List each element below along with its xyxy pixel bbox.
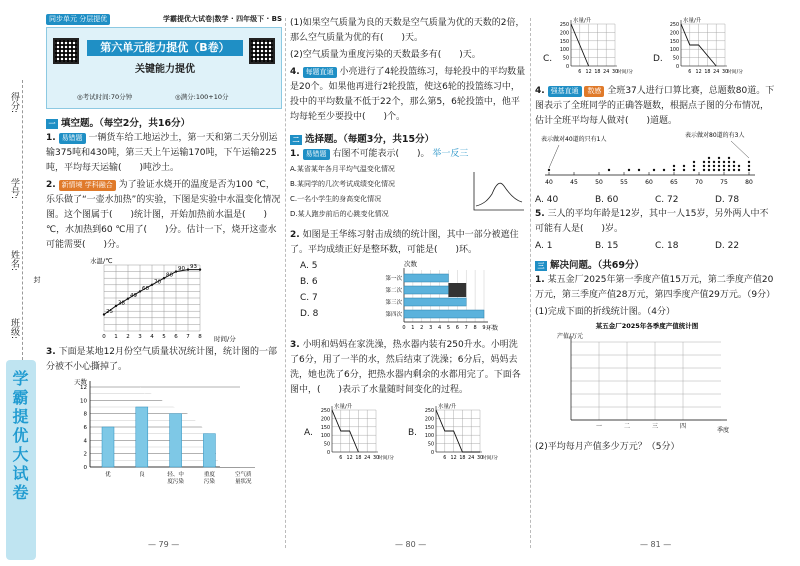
data-dot — [708, 169, 710, 171]
tick-label: 200 — [559, 31, 569, 37]
data-dot — [693, 165, 695, 167]
seal-line — [22, 80, 23, 360]
tick-label: 2 — [83, 451, 87, 458]
option-c[interactable]: C.一名小学生的身高变化情况 — [290, 195, 382, 203]
tick-label: 250 — [669, 23, 679, 28]
tick-label: 65 — [670, 179, 678, 186]
score-label: 得分: — [9, 92, 19, 114]
category-label: 二 — [623, 423, 631, 430]
callout-line — [549, 145, 559, 168]
category-label: 四 — [679, 423, 687, 430]
option-b[interactable]: B. 60 — [595, 195, 619, 205]
data-dot — [683, 169, 685, 171]
bar — [404, 310, 484, 318]
data-dot — [708, 165, 710, 167]
tick-label: 4 — [437, 325, 442, 331]
tick-label: 150 — [559, 39, 569, 45]
direct-link-tag: 每题直通 — [303, 67, 337, 78]
data-label: 60 — [142, 285, 149, 292]
option-b[interactable]: B.某同学的几次考试成绩变化情况 — [290, 180, 396, 188]
data-dot — [638, 169, 640, 171]
bar — [404, 298, 466, 306]
data-dot — [733, 165, 735, 167]
data-dot — [728, 169, 730, 171]
tick-label: 8 — [473, 325, 477, 331]
data-dot — [748, 165, 750, 167]
data-dot — [748, 169, 750, 171]
data-dot — [713, 169, 715, 171]
option-b-label[interactable]: B. — [408, 428, 418, 438]
student-id-label: 学号: — [9, 178, 19, 200]
data-dot — [703, 165, 705, 167]
category-label: 三 — [651, 423, 659, 430]
choice-2: 2. 如图是王华练习射击成绩的统计图，其中一部分被遮住了。平均成绩正好是整环数，可能是( )环。 — [290, 230, 519, 255]
column-page-81 — [535, 14, 775, 455]
data-dot — [608, 169, 610, 171]
data-dot — [673, 169, 675, 171]
question-3-part-2: (2)空气质量为重度污染的天数最多有( )天。 — [290, 50, 481, 60]
solve-1-part-1: (1)完成下面的折线统计图。（4分） — [535, 307, 675, 317]
data-label: 80 — [166, 272, 173, 279]
x-axis-label: 时间/分 — [482, 456, 499, 461]
y-axis-label: 产值/万元 — [557, 333, 584, 340]
tick-label: 6 — [339, 456, 343, 461]
column-divider — [285, 18, 286, 548]
exam-time: ◎考试时间:70分钟 — [77, 93, 133, 101]
tick-label: 9 — [482, 325, 486, 331]
x-axis-label: 时间/分 — [378, 456, 395, 461]
question-2: 2. 新情境 学科融合 为了验证水烧开的温度是否为100 ℃，乐乐做了“一壶水加热”的实验，下图是实验中水温变化情况图。这个图属于( )统计图，开始加热前水温是( )℃，水加热到60 ℃用了( )分。估计一下，烧开这壶水可能需要( )分。 — [46, 180, 281, 250]
choice-4-options — [535, 195, 775, 205]
tick-label: 30 — [476, 456, 484, 461]
category-label: 第四次 — [385, 312, 402, 318]
data-dot — [723, 165, 725, 167]
tick-label: 55 — [620, 179, 628, 186]
category-label: 度污染 — [167, 479, 184, 485]
tick-label: 150 — [424, 425, 434, 431]
tick-label: 250 — [559, 23, 569, 28]
data-dot — [628, 169, 630, 171]
qr-code-icon — [249, 38, 275, 64]
data-dot — [733, 161, 735, 163]
tick-label: 50 — [595, 179, 603, 186]
choice-1: 1. 易错题 右图不可能表示( )。 举一反三 — [290, 149, 469, 159]
category-label: 污染 — [203, 479, 215, 485]
data-dot — [738, 169, 740, 171]
tick-label: 30 — [721, 70, 729, 75]
data-dot — [718, 161, 720, 163]
data-label: 49 — [130, 293, 137, 300]
tick-label: 3 — [138, 334, 142, 340]
bar — [404, 274, 448, 282]
water-level-chart-c[interactable] — [555, 14, 634, 78]
data-dot — [723, 169, 725, 171]
tick-label: 45 — [570, 179, 578, 186]
data-dot — [718, 169, 720, 171]
option-c[interactable]: C. 7 — [300, 293, 318, 303]
y-axis-label: 水量/升 — [573, 18, 592, 24]
data-dot — [548, 169, 550, 171]
choice-3-options-cont — [535, 14, 775, 82]
tick-label: 24 — [713, 70, 720, 75]
data-dot — [708, 161, 710, 163]
option-c-label[interactable]: C. — [543, 54, 553, 64]
question-1: 1. 易错题 一辆货车给工地运沙土，第一天和第二天分别运输375吨和430吨，第三天上午运输170吨，下午运输225吨，平均每天运输( )吨沙土。 — [46, 133, 278, 173]
output-value-chart — [547, 320, 747, 438]
data-point — [103, 313, 105, 315]
tick-label: 12 — [585, 70, 592, 75]
tick-label: 18 — [459, 456, 466, 461]
tick-label: 30 — [611, 70, 619, 75]
tick-label: 0 — [326, 451, 330, 456]
tick-label: 0 — [83, 465, 87, 471]
x-axis-label: 时间/分 — [214, 335, 236, 343]
dot-plot-chart — [535, 129, 765, 191]
option-c[interactable]: C. 72 — [655, 195, 679, 205]
tick-label: 1 — [411, 325, 415, 331]
note-right: 表示做对80道的有3人 — [685, 132, 745, 139]
option-a[interactable]: A. 40 — [535, 195, 559, 205]
category-label: 量状况 — [234, 479, 252, 485]
tick-label: 6 — [174, 334, 178, 340]
tick-label: 12 — [695, 70, 702, 75]
water-level-chart-d[interactable] — [665, 14, 744, 78]
tick-label: 8 — [83, 411, 87, 418]
tick-label: 60 — [645, 179, 653, 186]
data-dot — [703, 161, 705, 163]
data-dot — [703, 169, 705, 171]
tick-label: 50 — [323, 442, 330, 448]
tick-label: 100 — [424, 434, 434, 440]
tick-label: 24 — [468, 456, 475, 461]
data-label: 25 — [106, 309, 113, 315]
data-point — [163, 277, 165, 279]
bar — [136, 407, 148, 467]
qr-code-icon — [53, 38, 79, 64]
option-a-label[interactable]: A. — [304, 428, 313, 438]
y-axis-label: 水温/℃ — [90, 257, 113, 265]
data-point — [175, 270, 177, 272]
tick-label: 24 — [603, 70, 610, 75]
tick-label: 8 — [198, 334, 202, 340]
category-label: 良 — [139, 472, 145, 478]
section-solve-heading: 三 解决问题。（共69分） — [535, 257, 775, 271]
tick-label: 0 — [402, 325, 406, 331]
bar — [203, 434, 215, 467]
tick-label: 6 — [443, 456, 447, 461]
tick-label: 12 — [450, 456, 457, 461]
choice-5: 5. 三人的平均年龄是12岁，其中一人15岁，另外两人中不可能有人是( )岁。 — [535, 209, 769, 234]
tick-label: 50 — [427, 442, 434, 448]
tick-label: 5 — [162, 334, 166, 340]
shooting-score-chart — [374, 258, 504, 334]
option-d[interactable]: D. 78 — [715, 195, 740, 205]
tick-label: 6 — [83, 425, 87, 431]
data-dot — [728, 161, 730, 163]
data-point — [127, 297, 129, 299]
tick-label: 100 — [320, 434, 330, 440]
callout-line — [731, 141, 749, 158]
new-context-tag: 新情境 学科融合 — [59, 180, 116, 191]
tick-label: 0 — [430, 451, 434, 456]
example-link[interactable]: 举一反三 — [432, 149, 469, 159]
data-label: 70 — [154, 279, 161, 286]
question-3: 3. 下面是某地12月份空气质量状况统计图，统计图的一部分被不小心撕掉了。 — [46, 347, 278, 372]
category-label: 重度 — [203, 472, 215, 478]
easy-mistake-tag: 易错题 — [59, 133, 86, 144]
section-number: 一 — [46, 119, 58, 129]
data-point — [187, 268, 189, 270]
page-number: — 81 — — [640, 540, 672, 549]
y-axis-label: 天数 — [74, 378, 87, 386]
tick-label: 3 — [429, 325, 433, 331]
tick-label: 80 — [745, 179, 753, 186]
banner-subtitle: 关键能力提优 — [135, 64, 195, 75]
data-dot — [723, 161, 725, 163]
category-label: 优 — [105, 472, 111, 478]
tick-label: 0 — [102, 334, 106, 340]
tick-label: 250 — [424, 409, 434, 414]
tick-label: 0 — [565, 65, 569, 70]
y-axis-label: 水量/升 — [683, 18, 702, 24]
y-axis-label: 水量/升 — [334, 404, 353, 410]
option-c[interactable]: C. 18 — [655, 241, 679, 251]
unit-title: 第六单元能力提优（B卷） — [87, 40, 243, 56]
tick-label: 10 — [80, 398, 87, 405]
option-b[interactable]: B. 15 — [595, 241, 619, 251]
question-3-part-1: (1)如果空气质量为良的天数是空气质量为优的天数的2倍，那么空气质量为优的有( )天。 — [290, 18, 525, 43]
solve-1-part-2: (2)平均每月产值多少万元？（5分） — [535, 442, 680, 452]
column-page-80 — [290, 14, 526, 468]
data-dot — [713, 161, 715, 163]
tick-label: 4 — [83, 438, 87, 445]
data-point — [139, 290, 141, 292]
choice-5-options — [535, 241, 775, 251]
section-fill-heading: 一 填空题。（每空2分，共16分） — [46, 115, 282, 129]
option-d[interactable]: D. 22 — [715, 241, 740, 251]
curve-sketch — [470, 170, 526, 214]
tick-label: 18 — [704, 70, 711, 75]
data-dot — [748, 161, 750, 163]
option-a[interactable]: A. 5 — [300, 261, 318, 271]
tick-label: 100 — [669, 48, 679, 54]
category-label: 一 — [595, 423, 603, 430]
water-level-chart-a[interactable] — [316, 400, 395, 464]
number-sense-tag: 数感 — [584, 86, 604, 97]
water-level-chart-b[interactable] — [420, 400, 499, 464]
x-axis-label: 时间/分 — [727, 70, 744, 75]
tick-label: 250 — [320, 409, 330, 414]
bar — [102, 427, 114, 467]
sync-unit-tag: 同步单元 分层提优 — [46, 14, 110, 25]
water-level-line — [436, 410, 480, 452]
tick-label: 70 — [695, 179, 703, 186]
seal-mark: 封 — [33, 276, 41, 283]
data-dot — [728, 157, 730, 159]
choice-2-block — [290, 258, 526, 336]
data-label: 90 — [178, 266, 185, 273]
category-label: 第二次 — [385, 288, 402, 294]
tick-label: 50 — [562, 56, 569, 62]
unit-banner — [46, 27, 282, 109]
brand-stripe — [6, 360, 36, 560]
question-4: 4. 每题直通 小亮进行了4轮投篮练习，每轮投中的平均数量是20个。如果他再进行2轮投篮，使这6轮的投篮练习中，投中的平均数量不低于22个，那么第5，6轮投篮中，他平均每轮至少要投中( )个。 — [290, 67, 526, 122]
tick-label: 6 — [578, 70, 582, 75]
option-a[interactable]: A.某省某年各月平均气温变化情况 — [290, 165, 395, 173]
tick-label: 12 — [346, 456, 353, 461]
section-number: 二 — [290, 135, 302, 145]
water-temperature-chart — [86, 255, 246, 343]
data-dot — [673, 165, 675, 167]
data-dot — [693, 169, 695, 171]
option-d[interactable]: D.某人跑步前后的心跳变化情况 — [290, 210, 389, 218]
tick-label: 50 — [672, 56, 679, 62]
choice-4: 4. 强基直通 数感 全班37人进行口算比赛，总题数80道。下图表示了全班同学的正确答题数，根据点子图的分布情况，估计全班平均每人做对( )道题。 — [535, 86, 775, 126]
tick-label: 200 — [320, 417, 330, 423]
brand-text: 学霸提优大试卷 — [10, 370, 29, 503]
choice-1-options — [290, 162, 526, 226]
tick-label: 6 — [455, 325, 459, 331]
tick-label: 200 — [424, 417, 434, 423]
x-axis-label: 季度 — [717, 427, 730, 434]
choice-3-options — [290, 398, 526, 468]
note-left: 表示做对40道的只有1人 — [541, 136, 607, 143]
tick-label: 75 — [720, 179, 728, 186]
section-number: 三 — [535, 261, 547, 271]
data-point — [151, 284, 153, 286]
tick-label: 18 — [355, 456, 362, 461]
data-dot — [728, 165, 730, 167]
chart-title: 某五金厂2025年各季度产值统计图 — [595, 322, 699, 330]
tick-label: 0 — [675, 65, 679, 70]
strong-base-tag: 强基直通 — [548, 86, 582, 97]
data-dot — [718, 157, 720, 159]
section-choice-heading: 二 选择题。（每题3分，共15分） — [290, 131, 526, 145]
tick-label: 12 — [80, 385, 87, 391]
class-label: 班级: — [9, 318, 19, 340]
water-level-line — [332, 410, 358, 452]
data-dot — [693, 161, 695, 163]
data-dot — [733, 169, 735, 171]
option-d-label[interactable]: D. — [653, 54, 663, 64]
book-title: 学霸提优大试卷|数学 · 四年级下 · BS — [163, 15, 282, 23]
tick-label: 18 — [594, 70, 601, 75]
option-b[interactable]: B. 6 — [300, 277, 318, 287]
choice-3: 3. 小明和妈妈在家洗澡，热水器内装有250升水。小明洗了6分，用了一半的水，然后结束了洗澡；6分后，妈妈去洗，她也洗了6分，把热水器内剩余的水都用完了。下面各图中，( )表示了水量随时间变化的过程。 — [290, 340, 521, 395]
data-dot — [683, 165, 685, 167]
tick-label: 100 — [559, 48, 569, 54]
x-axis-label: 时间/分 — [617, 70, 634, 75]
option-d[interactable]: D. 8 — [300, 309, 319, 319]
tick-label: 7 — [186, 334, 190, 340]
data-dot — [708, 157, 710, 159]
easy-mistake-tag: 易错题 — [303, 149, 330, 160]
tick-label: 150 — [669, 39, 679, 45]
x-axis-label: 环数 — [486, 325, 499, 332]
data-dot — [663, 169, 665, 171]
tick-label: 24 — [364, 456, 371, 461]
page-number: — 80 — — [395, 540, 427, 549]
full-score: ◎满分:100+10分 — [175, 93, 229, 101]
data-dot — [718, 165, 720, 167]
data-point — [199, 268, 201, 270]
category-label: 轻、中 — [167, 472, 184, 478]
tick-label: 2 — [126, 334, 130, 340]
category-label: 第一次 — [385, 276, 402, 282]
tick-label: 4 — [150, 334, 154, 340]
solve-1: 1. 某五金厂2025年第一季度产值15万元，第二季度产值20万元，第三季度产值28万元，第四季度产值29万元。（9分） — [535, 275, 776, 300]
cover-block — [448, 283, 466, 297]
tick-label: 30 — [372, 456, 380, 461]
page-number: — 79 — — [148, 540, 180, 549]
data-label: 38 — [118, 300, 125, 307]
tick-label: 6 — [688, 70, 692, 75]
data-dot — [653, 169, 655, 171]
option-a[interactable]: A. 1 — [535, 241, 553, 251]
air-quality-chart — [70, 375, 260, 493]
column-page-79 — [46, 14, 282, 493]
y-axis-label: 水量/升 — [438, 404, 457, 410]
tick-label: 150 — [320, 425, 330, 431]
tick-label: 200 — [669, 31, 679, 37]
category-label: 第三次 — [385, 300, 402, 306]
data-label: 93 — [190, 264, 197, 271]
tick-label: 40 — [545, 179, 553, 186]
data-dot — [738, 165, 740, 167]
column-divider — [530, 18, 531, 548]
y-axis-label: 次数 — [404, 260, 417, 268]
tick-label: 2 — [420, 325, 424, 331]
bar — [170, 414, 182, 467]
tick-label: 7 — [464, 325, 468, 331]
tick-label: 5 — [446, 325, 451, 331]
data-point — [115, 305, 117, 307]
tick-label: 1 — [114, 334, 118, 340]
data-dot — [713, 165, 715, 167]
name-label: 姓名: — [9, 250, 19, 272]
category-label: 空气质 — [234, 472, 252, 478]
